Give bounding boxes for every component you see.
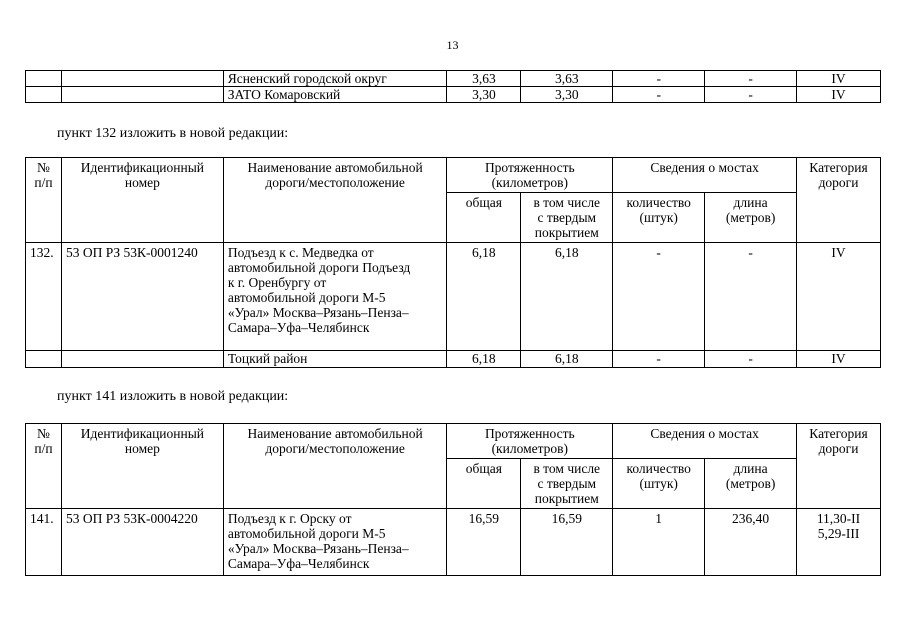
header-bridges-count: количество (штук) <box>613 459 705 509</box>
row-identifier: 53 ОП РЗ 53К-0001240 <box>61 243 223 351</box>
row-category: 11,30-II 5,29-III <box>797 509 881 576</box>
header-bridges-group: Сведения о мостах <box>613 424 797 459</box>
row-length-total: 16,59 <box>447 509 521 576</box>
row-road-name: Подъезд к г. Орску от автомобильной дороги М-5 «Урал» Москва–Рязань–Пенза– Самара–Уфа–Челябинск <box>223 509 447 576</box>
table-row <box>26 243 881 351</box>
length-paved: 3,63 <box>521 71 613 87</box>
header-bridges-length: длина (метров) <box>705 459 797 509</box>
road-category: IV <box>797 71 881 87</box>
row-identifier: 53 ОП РЗ 53К-0004220 <box>61 509 223 576</box>
row-number: 132. <box>26 243 62 351</box>
row-bridges-length: - <box>705 243 797 351</box>
row-category: IV <box>797 243 881 351</box>
row-length-total: 6,18 <box>447 243 521 351</box>
row-length-total: 6,18 <box>447 351 521 368</box>
header-category: Категория дороги <box>797 424 881 509</box>
table-row <box>26 509 881 576</box>
header-length-paved: в том числе с твердым покрытием <box>521 193 613 243</box>
road-category: IV <box>797 87 881 103</box>
header-length-group: Протяженность (километров) <box>447 424 613 459</box>
row-length-paved: 16,59 <box>521 509 613 576</box>
page-number: 13 <box>446 38 459 52</box>
row-bridges-count: 1 <box>613 509 705 576</box>
header-bridges-group: Сведения о мостах <box>613 158 797 193</box>
header-bridges-length: длина (метров) <box>705 193 797 243</box>
header-row <box>26 158 881 193</box>
bridges-count: - <box>613 71 705 87</box>
length-total: 3,63 <box>447 71 521 87</box>
row-district: Тоцкий район <box>223 351 447 368</box>
row-category: IV <box>797 351 881 368</box>
header-number: № п/п <box>26 158 62 243</box>
header-road-name: Наименование автомобильной дороги/местоположение <box>223 424 447 509</box>
row-road-name: Подъезд к с. Медведка от автомобильной дороги Подъезд к г. Оренбургу от автомобильной дороги М-5 «Урал» Москва–Рязань–Пенза– Самара–Уфа–Челябинск <box>223 243 447 351</box>
header-number: № п/п <box>26 424 62 509</box>
header-length-total: общая <box>447 459 521 509</box>
roads-table-132 <box>25 157 881 368</box>
bridges-count: - <box>613 87 705 103</box>
header-length-paved: в том числе с твердым покрытием <box>521 459 613 509</box>
header-bridges-count: количество (штук) <box>613 193 705 243</box>
header-road-name: Наименование автомобильной дороги/местоположение <box>223 158 447 243</box>
length-paved: 3,30 <box>521 87 613 103</box>
row-length-paved: 6,18 <box>521 243 613 351</box>
paragraph-132-instruction: пункт 132 изложить в новой редакции: <box>57 126 289 141</box>
roads-table-141 <box>25 423 881 576</box>
road-name: Ясненский городской округ <box>223 71 447 87</box>
header-length-group: Протяженность (километров) <box>447 158 613 193</box>
header-identifier: Идентификационный номер <box>61 424 223 509</box>
header-identifier: Идентификационный номер <box>61 158 223 243</box>
table-row <box>26 71 881 87</box>
header-row <box>26 424 881 459</box>
bridges-length: - <box>705 71 797 87</box>
bridges-length: - <box>705 87 797 103</box>
row-number: 141. <box>26 509 62 576</box>
header-length-total: общая <box>447 193 521 243</box>
row-bridges-count: - <box>613 243 705 351</box>
road-name: ЗАТО Комаровский <box>223 87 447 103</box>
table-row <box>26 87 881 103</box>
continuation-table <box>25 70 881 103</box>
row-bridges-count: - <box>613 351 705 368</box>
paragraph-141-instruction: пункт 141 изложить в новой редакции: <box>57 389 289 404</box>
row-bridges-length: - <box>705 351 797 368</box>
row-length-paved: 6,18 <box>521 351 613 368</box>
header-category: Категория дороги <box>797 158 881 243</box>
table-row <box>26 351 881 368</box>
length-total: 3,30 <box>447 87 521 103</box>
row-bridges-length: 236,40 <box>705 509 797 576</box>
